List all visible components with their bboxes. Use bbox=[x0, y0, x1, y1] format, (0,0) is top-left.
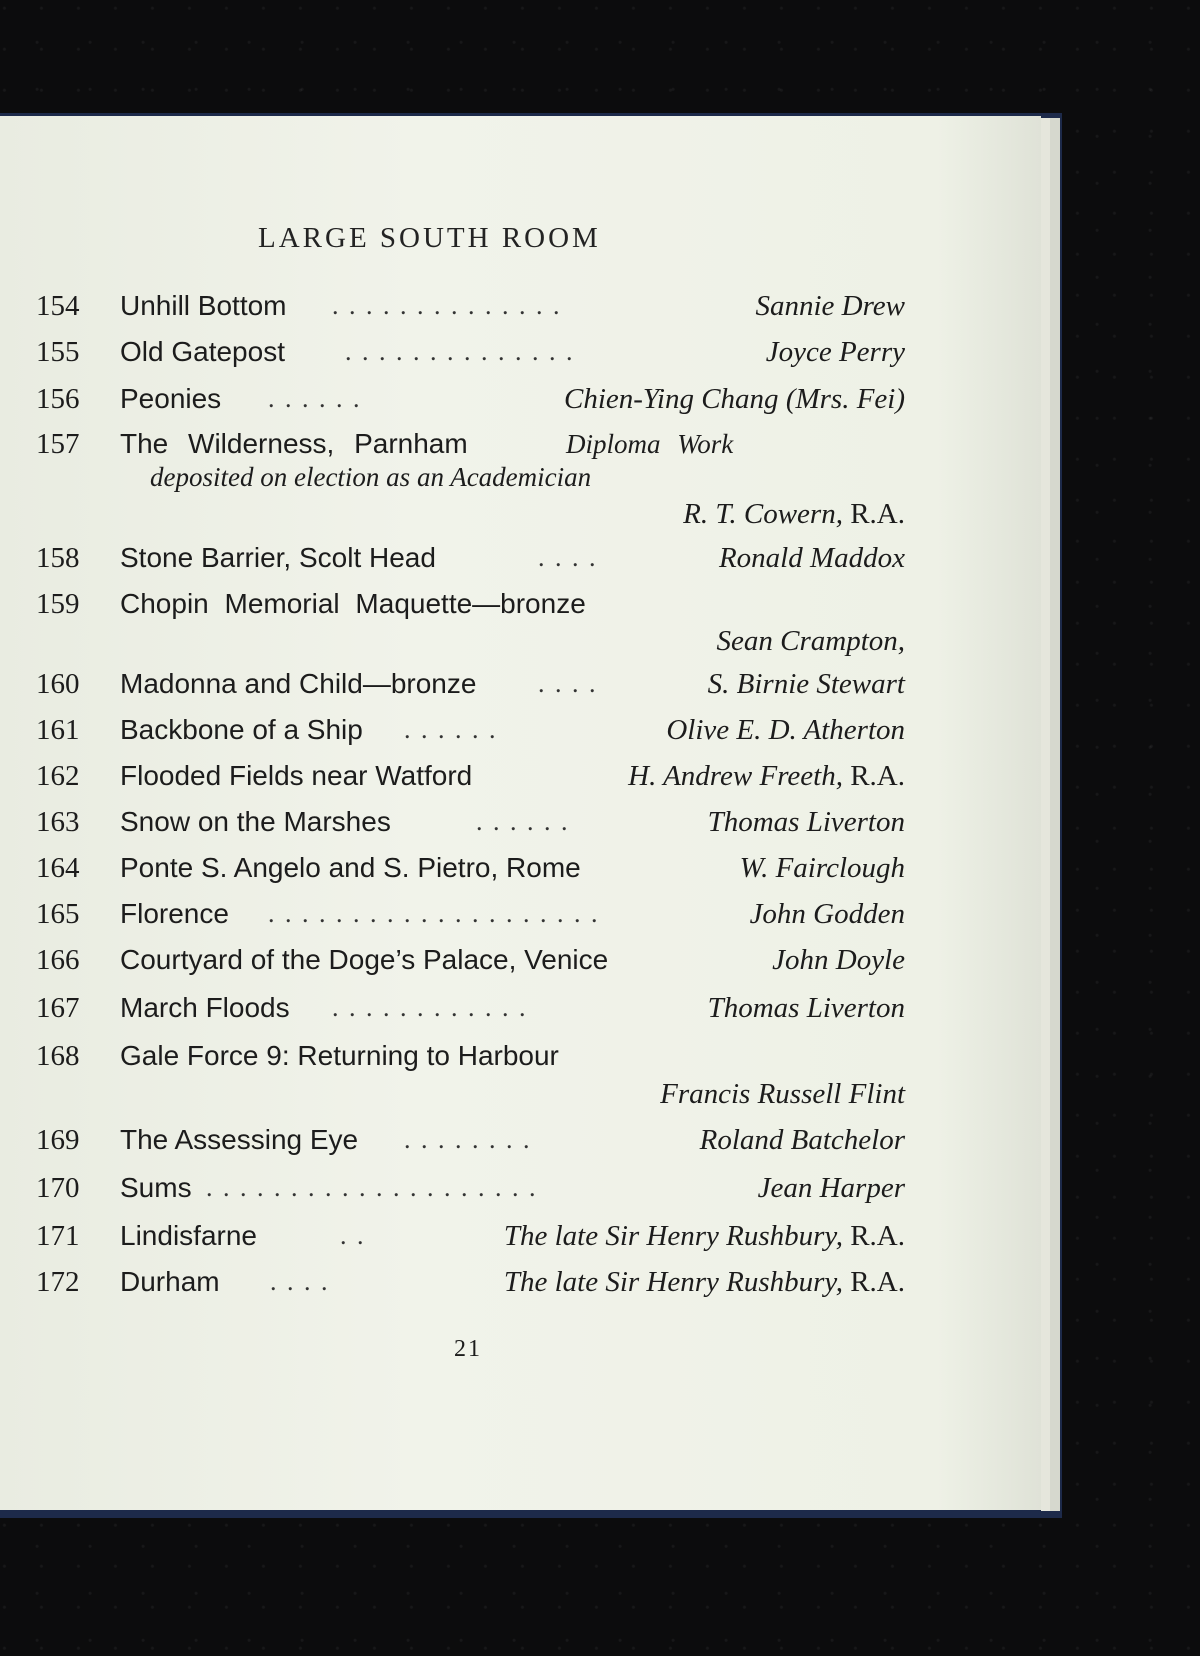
entry-artist: Joyce Perry bbox=[765, 336, 905, 368]
leader-dots: . . . . bbox=[270, 1267, 330, 1296]
leader-dots: . . . . . . bbox=[476, 807, 570, 836]
entry-title: Lindisfarne bbox=[120, 1220, 257, 1251]
entry-title: Madonna and Child—bronze bbox=[120, 668, 477, 699]
entry-artist: Jean Harper bbox=[757, 1172, 905, 1204]
entry-title: The Assessing Eye bbox=[120, 1124, 359, 1155]
entry-title: Snow on the Marshes bbox=[120, 806, 391, 837]
entry-number: 161 bbox=[36, 714, 80, 746]
leader-dots: . . . . . . bbox=[268, 384, 362, 413]
entry-number: 167 bbox=[36, 992, 80, 1024]
entry-title: Courtyard of the Doge’s Palace, Venice bbox=[120, 944, 609, 975]
catalogue-entry bbox=[0, 756, 1041, 796]
leader-dots: . . bbox=[340, 1221, 366, 1250]
catalogue-entry bbox=[0, 664, 1041, 704]
leader-dots: . . . . bbox=[538, 669, 598, 698]
entry-title: The Wilderness, Parnham bbox=[120, 428, 468, 459]
entry-artist: Ronald Maddox bbox=[718, 542, 905, 574]
entry-title: Gale Force 9: Returning to Harbour bbox=[120, 1040, 559, 1071]
leader-dots: . . . . . . . . bbox=[404, 1125, 532, 1154]
leader-dots: . . . . . . . . . . . . bbox=[332, 993, 528, 1022]
entry-title: Sums bbox=[120, 1172, 192, 1203]
leader-dots: . . . . bbox=[538, 543, 598, 572]
catalogue-entry-artist bbox=[0, 1074, 1041, 1114]
entry-number: 158 bbox=[36, 542, 80, 574]
entry-number: 154 bbox=[36, 290, 80, 322]
entry-artist: Thomas Liverton bbox=[707, 806, 905, 838]
catalogue-entry-artist bbox=[0, 494, 1041, 534]
catalogue-entry-note bbox=[0, 457, 1041, 497]
entry-artist: R. T. Cowern, R.A. bbox=[683, 498, 905, 530]
entry-artist: Roland Batchelor bbox=[699, 1124, 905, 1156]
entry-number: 166 bbox=[36, 944, 80, 976]
entry-artist: John Godden bbox=[749, 898, 905, 930]
page-title: LARGE SOUTH ROOM bbox=[258, 222, 601, 254]
leader-dots: . . . . . . . . . . . . . . bbox=[345, 337, 575, 366]
entry-title: Peonies bbox=[120, 383, 222, 414]
entry-artist: Thomas Liverton bbox=[707, 992, 905, 1024]
entry-artist: W. Fairclough bbox=[739, 852, 905, 884]
entry-artist: Francis Russell Flint bbox=[660, 1078, 905, 1110]
leader-dots: . . . . . . bbox=[404, 715, 498, 744]
entry-artist: John Doyle bbox=[772, 944, 905, 976]
entry-artist: H. Andrew Freeth, R.A. bbox=[628, 760, 905, 792]
entry-artist: The late Sir Henry Rushbury, R.A. bbox=[503, 1220, 905, 1252]
catalogue-entry bbox=[0, 1262, 1041, 1302]
leader-dots: . . . . . . . . . . . . . . bbox=[332, 291, 562, 320]
entry-title: Old Gatepost bbox=[120, 336, 285, 367]
entry-number: 159 bbox=[36, 588, 80, 620]
entry-title: Chopin Memorial Maquette—bronze bbox=[120, 588, 586, 619]
entry-note: Diploma Work bbox=[566, 429, 734, 459]
entry-title: March Floods bbox=[120, 992, 290, 1023]
entry-note: deposited on election as an Academician bbox=[150, 462, 592, 492]
entry-title: Durham bbox=[120, 1266, 220, 1297]
entry-number: 164 bbox=[36, 852, 80, 884]
entry-number: 156 bbox=[36, 383, 80, 415]
catalogue-entry bbox=[0, 1216, 1041, 1256]
entry-artist: Sean Crampton, bbox=[716, 625, 905, 657]
catalogue-entry bbox=[0, 988, 1041, 1028]
catalogue-entry bbox=[0, 1036, 1041, 1076]
catalogue-entry bbox=[0, 584, 1041, 624]
catalogue-entry bbox=[0, 332, 1041, 372]
entry-artist: S. Birnie Stewart bbox=[707, 668, 905, 700]
entry-title: Unhill Bottom bbox=[120, 290, 287, 321]
catalogue-entry bbox=[0, 1120, 1041, 1160]
page-number: 21 bbox=[454, 1336, 482, 1362]
page-edge bbox=[1050, 118, 1060, 1511]
leader-dots: . . . . . . . . . . . . . . . . . . . . bbox=[268, 899, 600, 928]
catalogue-entry bbox=[0, 940, 1041, 980]
entry-title: Stone Barrier, Scolt Head bbox=[120, 542, 436, 573]
catalogue-entry bbox=[0, 1168, 1041, 1208]
entry-number: 169 bbox=[36, 1124, 80, 1156]
entry-artist: Chien-Ying Chang (Mrs. Fei) bbox=[564, 383, 905, 415]
entry-title: Flooded Fields near Watford bbox=[120, 760, 473, 791]
entry-title: Ponte S. Angelo and S. Pietro, Rome bbox=[120, 852, 581, 883]
entry-artist: Olive E. D. Atherton bbox=[666, 714, 905, 746]
catalogue-entry bbox=[0, 286, 1041, 326]
catalogue-entry bbox=[0, 538, 1041, 578]
entry-artist: Sannie Drew bbox=[755, 290, 905, 322]
catalogue-entry bbox=[0, 379, 1041, 419]
entry-number: 172 bbox=[36, 1266, 80, 1298]
entry-number: 155 bbox=[36, 336, 80, 368]
entry-number: 165 bbox=[36, 898, 80, 930]
entry-number: 171 bbox=[36, 1220, 80, 1252]
leader-dots: . . . . . . . . . . . . . . . . . . . . bbox=[206, 1173, 538, 1202]
catalogue-page bbox=[0, 116, 1041, 1510]
catalogue-entry bbox=[0, 802, 1041, 842]
catalogue-entry bbox=[0, 894, 1041, 934]
entry-number: 157 bbox=[36, 428, 80, 460]
entry-number: 160 bbox=[36, 668, 80, 700]
catalogue-entry bbox=[0, 848, 1041, 888]
entry-number: 170 bbox=[36, 1172, 80, 1204]
entry-title: Florence bbox=[120, 898, 229, 929]
entry-title: Backbone of a Ship bbox=[120, 714, 363, 745]
catalogue-entry bbox=[0, 710, 1041, 750]
entry-number: 168 bbox=[36, 1040, 80, 1072]
entry-number: 163 bbox=[36, 806, 80, 838]
catalogue-entry-artist bbox=[0, 621, 1041, 661]
entry-number: 162 bbox=[36, 760, 80, 792]
entry-artist: The late Sir Henry Rushbury, R.A. bbox=[503, 1266, 905, 1298]
